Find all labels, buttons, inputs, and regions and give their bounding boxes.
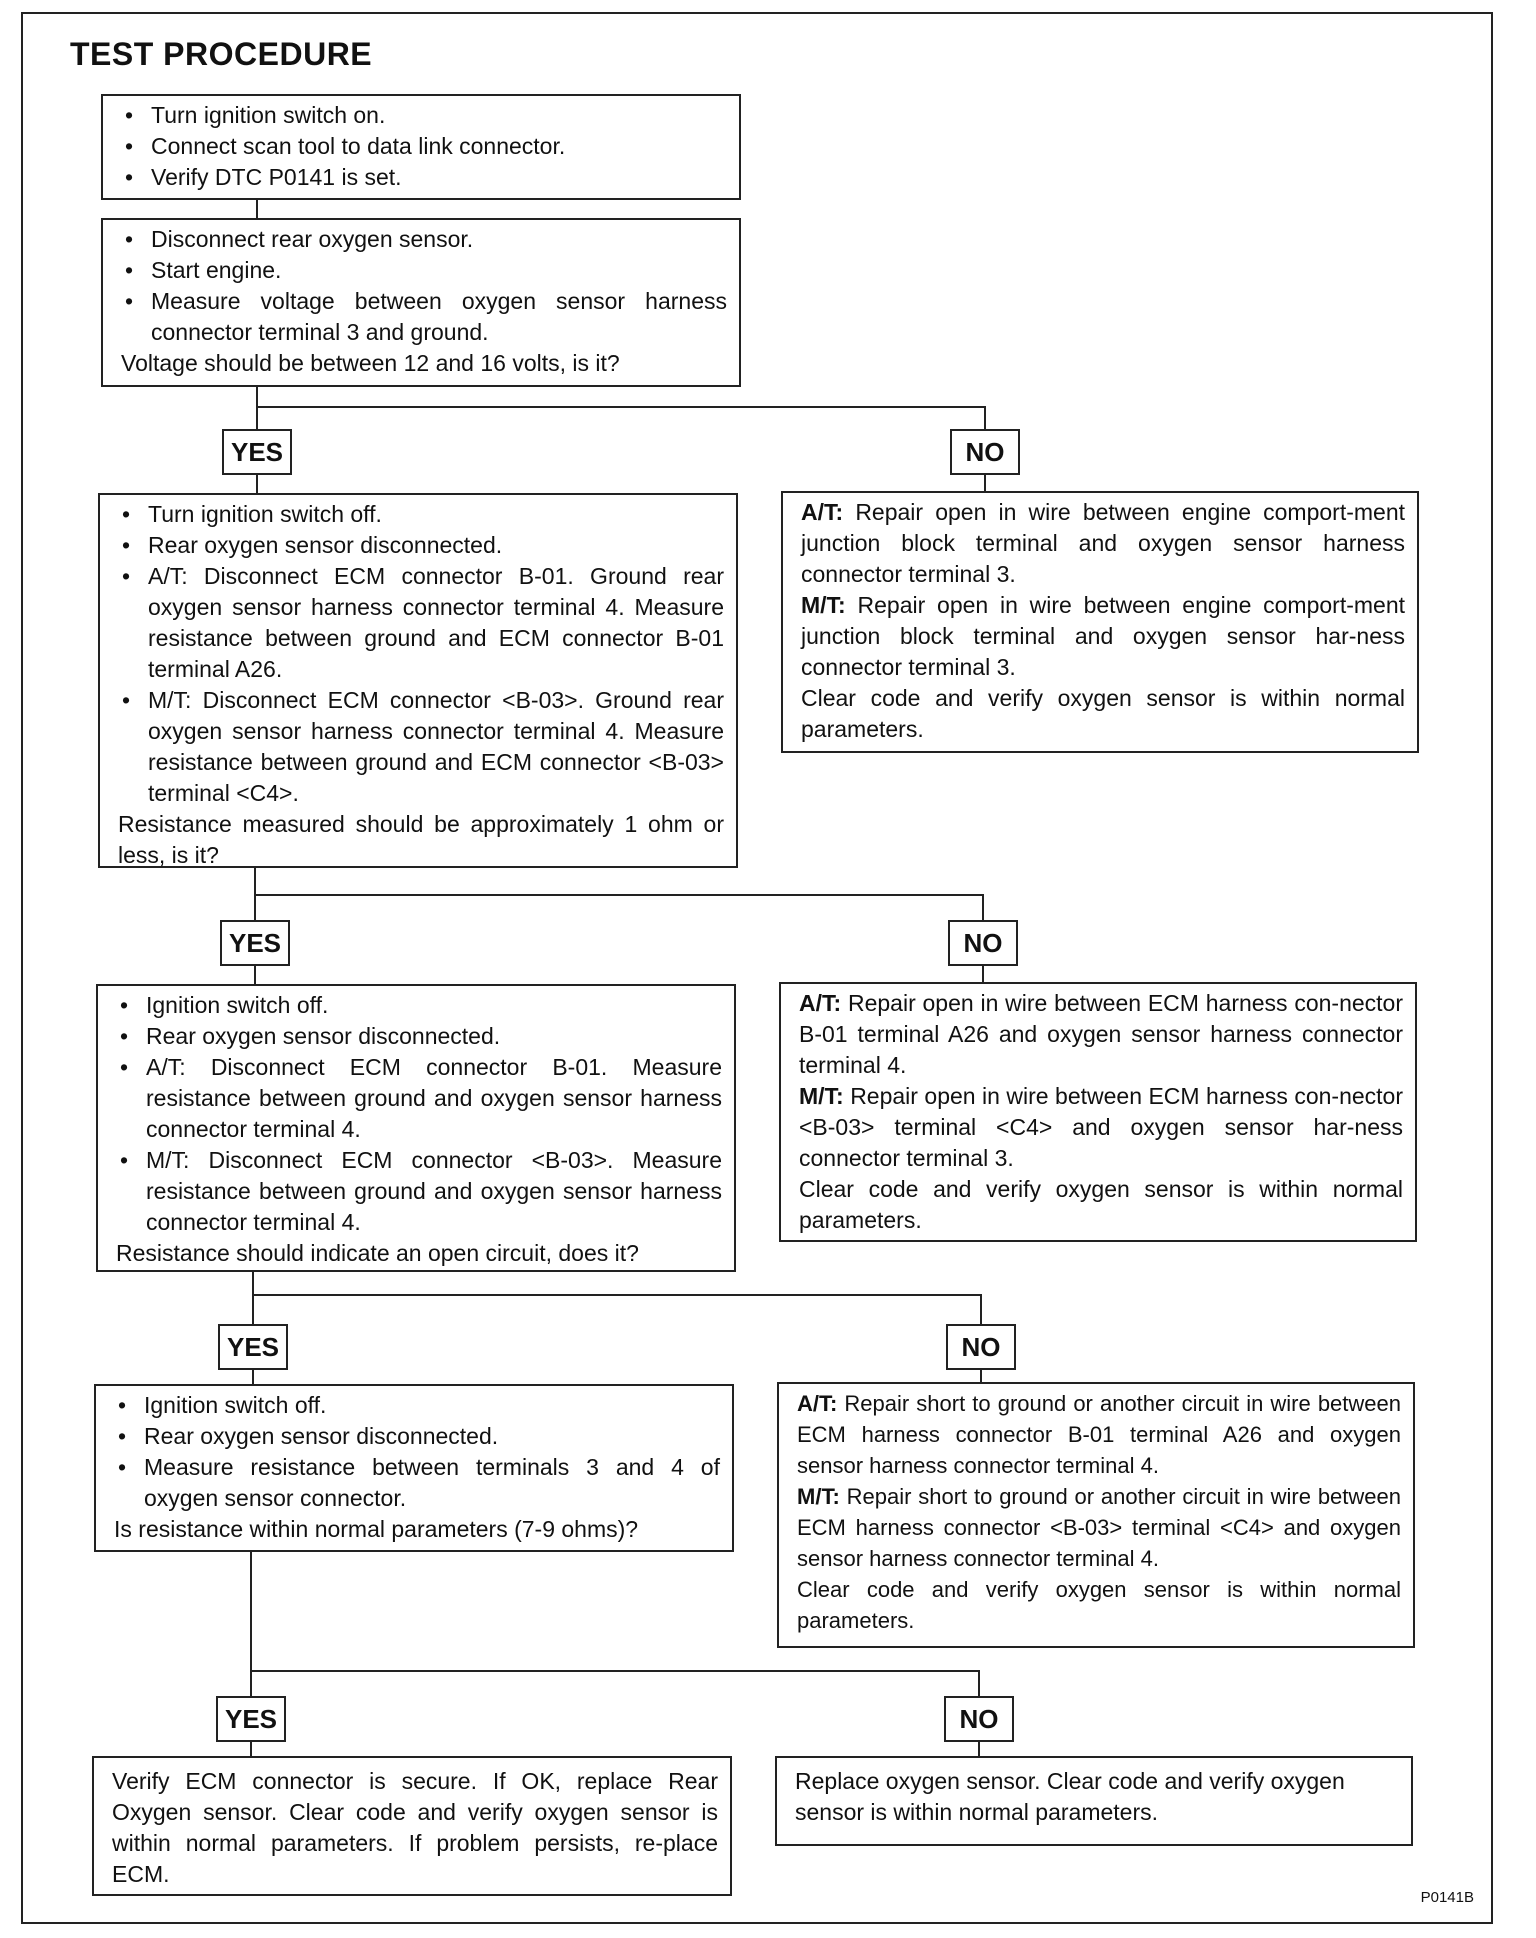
step-bullet: • Turn ignition switch on. xyxy=(121,100,727,131)
step-bullet: • Turn ignition switch off. xyxy=(118,499,724,530)
connector-line xyxy=(252,1370,254,1384)
connector-line xyxy=(982,966,984,982)
step-bullet: • A/T: Disconnect ECM connector B-01. Measure resistance between ground and oxygen sensor harness connector terminal 4. xyxy=(116,1052,722,1145)
connector-line xyxy=(254,966,256,984)
no-action-2-box xyxy=(779,982,1417,1242)
clear-code-text: Clear code and verify oxygen sensor is within normal parameters. xyxy=(797,1577,1401,1633)
step-bullet: • Rear oxygen sensor disconnected. xyxy=(114,1421,720,1452)
step-bullet: • Connect scan tool to data link connector. xyxy=(121,131,727,162)
page-title: TEST PROCEDURE xyxy=(70,36,373,72)
connector-line xyxy=(252,1270,254,1324)
step-bullet: • M/T: Disconnect ECM connector <B-03>. Measure resistance between ground and oxygen sensor harness connector terminal 4. xyxy=(116,1145,722,1238)
at-text: Repair short to ground or another circuit in wire between ECM harness connector B-01 terminal A26 and oxygen sensor harness connector terminal 4. xyxy=(797,1391,1401,1478)
step-question: Resistance should indicate an open circuit, does it? xyxy=(116,1240,639,1266)
no-label: NO xyxy=(948,920,1018,966)
no-label: NO xyxy=(946,1324,1016,1370)
step-2-box xyxy=(101,218,741,387)
connector-line xyxy=(256,406,986,408)
step-question: Voltage should be between 12 and 16 volts, is it? xyxy=(121,350,620,376)
step-question: Is resistance within normal parameters (7-9 ohms)? xyxy=(114,1516,639,1542)
step-bullet: • Ignition switch off. xyxy=(116,990,722,1021)
connector-line xyxy=(984,475,986,491)
step-bullet: • Verify DTC P0141 is set. xyxy=(121,162,727,193)
at-tag: A/T: xyxy=(801,499,844,525)
step-3-box xyxy=(98,493,738,868)
mt-tag: M/T: xyxy=(801,592,846,618)
final-yes-text: Verify ECM connector is secure. If OK, replace Rear Oxygen sensor. Clear code and verify oxygen sensor is within normal parameters. If problem persists, re-place ECM. xyxy=(112,1768,718,1887)
no-action-3-box xyxy=(777,1382,1415,1648)
yes-label: YES xyxy=(218,1324,288,1370)
mt-tag: M/T: xyxy=(799,1083,844,1109)
connector-line xyxy=(254,866,256,920)
connector-line xyxy=(252,1294,982,1296)
connector-line xyxy=(978,1742,980,1756)
step-bullet: • Disconnect rear oxygen sensor. xyxy=(121,224,727,255)
no-label: NO xyxy=(944,1696,1014,1742)
step-bullet: • M/T: Disconnect ECM connector <B-03>. Ground rear oxygen sensor harness connector terminal 4. Measure resistance between ground and ECM connector <B-03> terminal <C4>. xyxy=(118,685,724,809)
no-action-1-box xyxy=(781,491,1419,753)
clear-code-text: Clear code and verify oxygen sensor is within normal parameters. xyxy=(799,1176,1403,1233)
connector-line xyxy=(256,198,258,218)
step-bullet: • Measure voltage between oxygen sensor harness connector terminal 3 and ground. xyxy=(121,286,727,348)
final-yes-box xyxy=(92,1756,732,1896)
no-label: NO xyxy=(950,429,1020,475)
mt-text: Repair open in wire between ECM harness con-nector <B-03> terminal <C4> and oxygen sensor har-ness connector terminal 3. xyxy=(799,1083,1404,1171)
step-5-box xyxy=(94,1384,734,1552)
step-bullet: • A/T: Disconnect ECM connector B-01. Ground rear oxygen sensor harness connector terminal 4. Measure resistance between ground and ECM connector B-01 terminal A26. xyxy=(118,561,724,685)
step-bullet: • Ignition switch off. xyxy=(114,1390,720,1421)
connector-line xyxy=(250,1742,252,1756)
final-no-text: Replace oxygen sensor. Clear code and verify oxygen sensor is within normal parameters. xyxy=(795,1768,1345,1825)
mt-text: Repair open in wire between engine comport-ment junction block terminal and oxygen sensor har-ness connector terminal 3. xyxy=(801,592,1406,680)
step-bullet: • Start engine. xyxy=(121,255,727,286)
step-bullet: • Rear oxygen sensor disconnected. xyxy=(116,1021,722,1052)
yes-label: YES xyxy=(216,1696,286,1742)
at-text: Repair open in wire between engine comport-ment junction block terminal and oxygen sensor harness connector terminal 3. xyxy=(801,499,1406,587)
step-1-box xyxy=(101,94,741,200)
at-tag: A/T: xyxy=(799,990,842,1016)
step-question: Resistance measured should be approximately 1 ohm or less, is it? xyxy=(118,811,724,868)
connector-line xyxy=(250,1670,980,1672)
yes-label: YES xyxy=(222,429,292,475)
yes-label: YES xyxy=(220,920,290,966)
final-no-box xyxy=(775,1756,1413,1846)
figure-id: P0141B xyxy=(1420,1889,1474,1906)
step-bullet: • Measure resistance between terminals 3 and 4 of oxygen sensor connector. xyxy=(114,1452,720,1514)
mt-text: Repair short to ground or another circuit in wire between ECM harness connector <B-03> terminal <C4> and oxygen sensor harness connector terminal 4. xyxy=(797,1484,1401,1571)
connector-line xyxy=(254,894,984,896)
connector-line xyxy=(256,475,258,493)
step-bullet: • Rear oxygen sensor disconnected. xyxy=(118,530,724,561)
connector-line xyxy=(250,1550,252,1696)
connector-line xyxy=(980,1294,982,1324)
mt-tag: M/T: xyxy=(797,1484,840,1509)
connector-line xyxy=(980,1370,982,1382)
clear-code-text: Clear code and verify oxygen sensor is within normal parameters. xyxy=(801,685,1405,742)
connector-line xyxy=(978,1670,980,1696)
connector-line xyxy=(984,406,986,429)
at-text: Repair open in wire between ECM harness con-nector B-01 terminal A26 and oxygen sensor harness connector terminal 4. xyxy=(799,990,1404,1078)
step-4-box xyxy=(96,984,736,1272)
at-tag: A/T: xyxy=(797,1391,838,1416)
connector-line xyxy=(982,894,984,920)
